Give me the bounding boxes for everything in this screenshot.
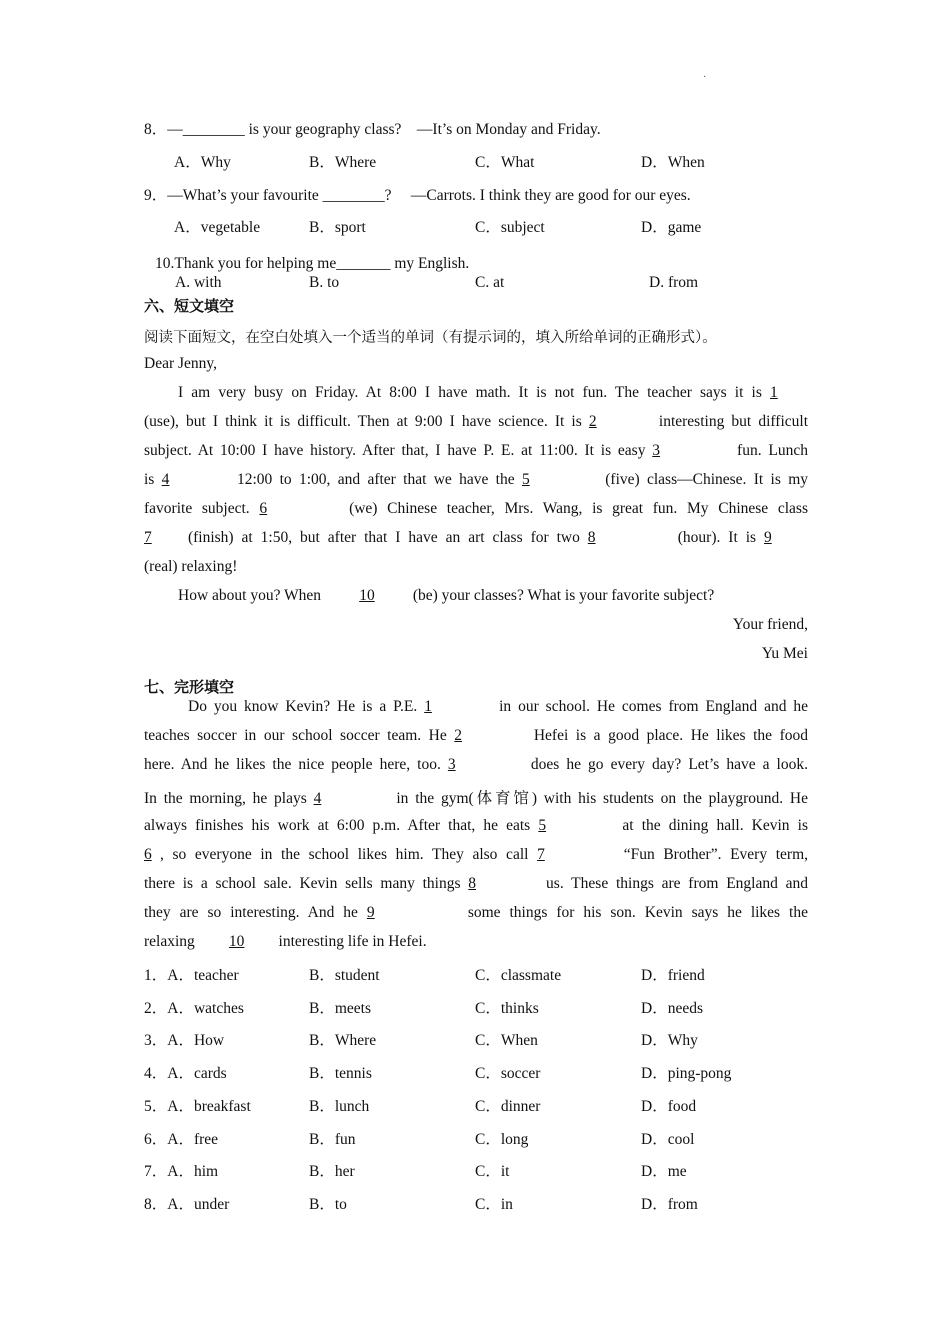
passage-6-line-7: (real) relaxing! [144, 558, 238, 575]
cloze-2-option-b: B．meets [309, 999, 371, 1017]
question-10-option-d: D. from [649, 274, 699, 291]
passage-7-line-5: always finishes his work at 6:00 p.m. After that, he eats 5 at the dining hall. Kevin is [144, 817, 808, 834]
passage-7-line-3: here. And he likes the nice people here, too. 3 does he go every day? Let’s have a look. [144, 756, 808, 773]
passage-7-line-8: they are so interesting. And he 9 some things for his son. Kevin says he likes the [144, 904, 808, 921]
blank-6-9[interactable]: 9 [764, 529, 772, 546]
question-8-option-b: B．Where [309, 154, 377, 171]
cloze-8-option-b: B．to [309, 1195, 347, 1213]
question-10-stem: 10.Thank you for helping me_______ my English. [155, 255, 470, 272]
blank-7-7[interactable]: 7 [537, 846, 545, 863]
question-9-option-b: B．sport [309, 219, 366, 236]
question-8-stem: 8．—________ is your geography class? —It’s on Monday and Friday. [144, 121, 601, 138]
cloze-6-option-a: 6．A．free [144, 1130, 219, 1148]
blank-7-2[interactable]: 2 [454, 727, 463, 744]
cloze-5-option-c: C．dinner [475, 1097, 541, 1115]
blank-6-10[interactable]: 10 [359, 587, 375, 604]
passage-7-line-1: Do you know Kevin? He is a P.E. 1 in our school. He comes from England and he [188, 698, 809, 715]
question-10-option-b: B. to [309, 274, 340, 291]
letter-greeting: Dear Jenny, [144, 355, 218, 372]
passage-7-line-9: relaxing 10 interesting life in Hefei. [144, 933, 427, 950]
question-8-option-a: A．Why [174, 154, 231, 171]
cloze-8-option-a: 8．A．under [144, 1195, 230, 1213]
cloze-1-option-b: B．student [309, 967, 380, 984]
cloze-7-option-c: C．it [475, 1163, 510, 1181]
question-9-option-d: D．game [641, 219, 702, 236]
cloze-8-option-d: D．from [641, 1195, 698, 1213]
passage-6-line-4: is 4 12:00 to 1:00, and after that we have the 5 (five) class—Chinese. It is my [144, 471, 809, 488]
passage-6-line-3: subject. At 10:00 I have history. After that, I have P. E. at 11:00. It is easy 3 fun. Lunch [144, 442, 808, 459]
blank-6-6[interactable]: 6 [259, 500, 268, 517]
blank-7-10[interactable]: 10 [228, 933, 245, 950]
question-8-option-c: C．What [475, 154, 535, 171]
cloze-7-option-a: 7．A．him [144, 1163, 219, 1181]
blank-6-5[interactable]: 5 [521, 471, 530, 488]
passage-7-line-7: there is a school sale. Kevin sells many things 8 us. These things are from England and [144, 875, 808, 892]
blank-7-9[interactable]: 9 [366, 904, 375, 921]
blank-7-8[interactable]: 8 [468, 875, 477, 892]
question-8-option-d: D．When [641, 154, 705, 171]
blank-7-6[interactable]: 6 [144, 846, 152, 863]
cloze-2-option-d: D．needs [641, 999, 703, 1017]
passage-7-line-4: In the morning, he plays 4 in the gym(体育馆) with his students on the playground. He [144, 790, 808, 807]
cloze-2-option-c: C．thinks [475, 999, 539, 1017]
cloze-5-option-a: 5．A．breakfast [144, 1097, 251, 1115]
question-9-stem: 9．—What’s your favourite ________? —Carrots. I think they are good for our eyes. [144, 187, 691, 204]
letter-signature: Yu Mei [761, 645, 808, 662]
blank-6-1[interactable]: 1 [770, 384, 778, 401]
cloze-5-option-d: D．food [641, 1097, 697, 1115]
cloze-8-option-c: C．in [475, 1195, 513, 1213]
cloze-1-option-d: D．friend [641, 967, 705, 984]
cloze-4-option-c: C．soccer [475, 1065, 541, 1083]
blank-7-3[interactable]: 3 [447, 756, 456, 773]
question-10-option-a: A. with [175, 274, 222, 291]
blank-6-3[interactable]: 3 [652, 442, 661, 459]
page-mark: · [703, 72, 707, 83]
section-6-instruction: 阅读下面短文，在空白处填入一个适当的单词（有提示词的，填入所给单词的正确形式）。 [144, 330, 717, 346]
cloze-3-option-b: B．Where [309, 1032, 377, 1050]
cloze-7-option-b: B．her [309, 1163, 355, 1181]
blank-6-8[interactable]: 8 [587, 529, 596, 546]
cloze-6-option-c: C．long [475, 1130, 529, 1148]
cloze-4-option-b: B．tennis [309, 1065, 372, 1083]
passage-6-line-1: I am very busy on Friday. At 8:00 I have math. It is not fun. The teacher says it is 1 [178, 384, 808, 402]
cloze-5-option-b: B．lunch [309, 1097, 370, 1115]
cloze-1-option-c: C．classmate [475, 967, 562, 984]
question-9-option-c: C．subject [475, 219, 545, 236]
passage-6-line-2: (use), but I think it is difficult. Then at 9:00 I have science. It is 2 interesting but difficult [144, 413, 809, 430]
cloze-1-option-a: 1．A．teacher [144, 967, 239, 984]
blank-7-5[interactable]: 5 [538, 817, 547, 834]
section-6-title: 六、短文填空 [144, 297, 235, 315]
passage-6-line-6: 7 (finish) at 1:50, but after that I have an art class for two 8 (hour). It is 9 [144, 529, 808, 547]
cloze-3-option-a: 3．A．How [144, 1032, 225, 1050]
cloze-4-option-d: D．ping-pong [641, 1065, 732, 1083]
cloze-4-option-a: 4．A．cards [144, 1065, 227, 1083]
question-10-option-c: C. at [475, 274, 505, 291]
cloze-6-option-d: D．cool [641, 1130, 695, 1148]
passage-7-line-2: teaches soccer in our school soccer team. He 2 Hefei is a good place. He likes the food [144, 727, 808, 744]
question-9-option-a: A．vegetable [174, 219, 261, 236]
cloze-2-option-a: 2．A．watches [144, 999, 244, 1017]
section-7-title: 七、完形填空 [144, 678, 235, 696]
letter-closing: Your friend, [732, 616, 808, 633]
blank-6-4[interactable]: 4 [161, 471, 170, 488]
cloze-3-option-d: D．Why [641, 1032, 698, 1050]
cloze-3-option-c: C．When [475, 1032, 538, 1050]
cloze-7-option-d: D．me [641, 1163, 687, 1181]
passage-6-line-8: How about you? When 10 (be) your classes? What is your favorite subject? [178, 587, 715, 604]
blank-7-1[interactable]: 1 [424, 698, 432, 715]
cloze-6-option-b: B．fun [309, 1130, 356, 1148]
passage-6-line-5: favorite subject. 6 (we) Chinese teacher, Mrs. Wang, is great fun. My Chinese class [144, 500, 808, 517]
blank-7-4[interactable]: 4 [313, 790, 322, 807]
blank-6-7[interactable]: 7 [144, 529, 152, 546]
blank-6-2[interactable]: 2 [588, 413, 597, 430]
passage-7-line-6: 6 , so everyone in the school likes him. They also call 7 “Fun Brother”. Every term, [144, 846, 809, 863]
